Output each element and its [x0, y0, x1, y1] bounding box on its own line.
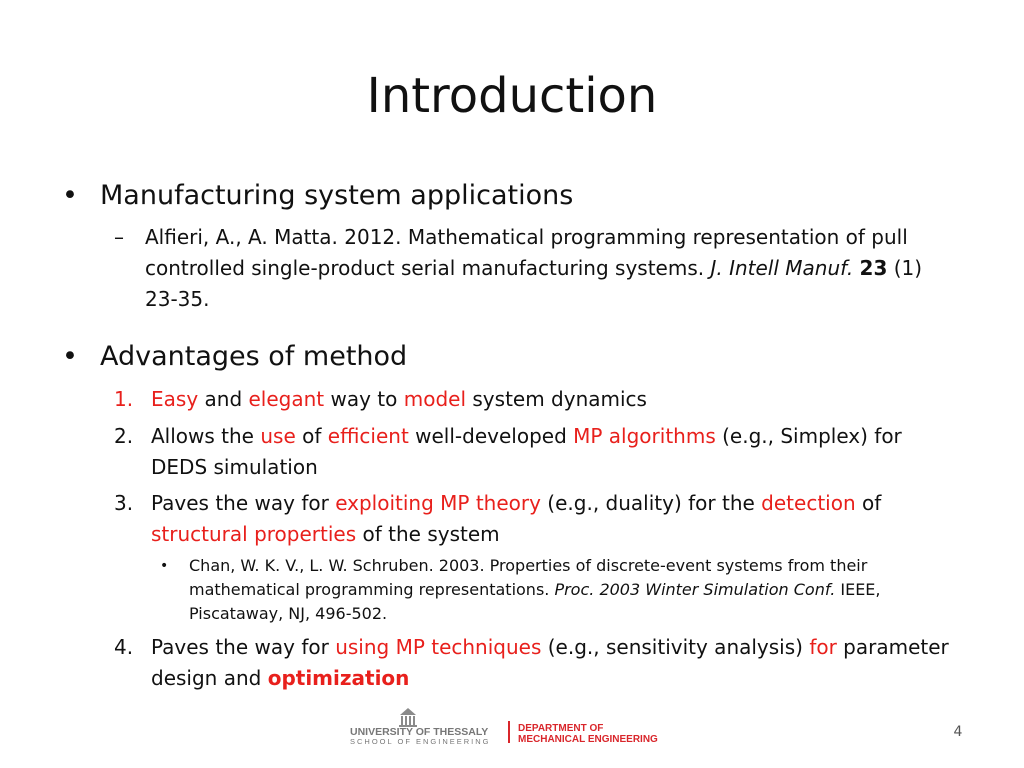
text-segment: of — [855, 491, 882, 515]
text-segment: (e.g., duality) for the — [540, 491, 762, 515]
slide-title: Introduction — [366, 68, 658, 124]
text-segment: well-developed — [408, 424, 574, 448]
item-text — [151, 632, 951, 694]
text-segment: (e.g., sensitivity analysis) — [541, 635, 810, 659]
text-segment: model — [403, 387, 467, 411]
reference-journal: J. Intell Manuf. — [710, 256, 854, 280]
bullet-label: Advantages of method — [100, 341, 408, 372]
item-text — [151, 384, 951, 415]
text-segment: Paves the way for — [151, 635, 336, 659]
text-segment: of the system — [356, 522, 500, 546]
reference-volume: 23 — [859, 256, 888, 280]
text-segment: Paves the way for — [151, 491, 336, 515]
university-name: UNIVERSITY OF THESSALY — [350, 726, 489, 738]
item-number: 2. — [114, 424, 134, 448]
sub-bullet-marker: • — [160, 558, 169, 574]
item-text — [151, 421, 951, 483]
reference-rest: IEEE, Piscataway, NJ, 496-502. — [189, 580, 881, 623]
text-segment: for — [809, 635, 837, 659]
item-number: 4. — [114, 635, 134, 659]
text-segment: and — [198, 387, 249, 411]
text-segment: (e.g., Simplex) for DEDS simulation — [151, 424, 902, 479]
department-line-2: MECHANICAL ENGINEERING — [518, 734, 658, 745]
text-segment: using MP techniques — [335, 635, 542, 659]
reference-authors: Chan, W. K. V., L. W. Schruben. 2003. Properties of discrete-event systems from their mathematical programming representations. — [189, 556, 868, 599]
dash-marker: – — [114, 225, 124, 249]
text-segment: Easy — [151, 387, 199, 411]
item-number: 1. — [114, 387, 134, 411]
reference-issue-pages: (1) 23-35. — [145, 256, 923, 311]
university-logo — [346, 706, 686, 746]
columns-emblem-icon — [399, 708, 417, 727]
text-segment: efficient — [327, 424, 409, 448]
reference-venue: Proc. 2003 Winter Simulation Conf. — [554, 580, 836, 599]
text-segment: exploiting MP theory — [335, 491, 541, 515]
text-segment: structural properties — [151, 522, 357, 546]
text-segment: optimization — [267, 666, 410, 690]
text-segment: detection — [761, 491, 856, 515]
text-segment: of — [295, 424, 328, 448]
bullet-marker: • — [62, 341, 78, 372]
text-segment: Allows the — [151, 424, 261, 448]
bullet-marker: • — [62, 180, 78, 211]
text-segment: elegant — [248, 387, 325, 411]
text-segment: way to — [324, 387, 404, 411]
school-name: SCHOOL OF ENGINEERING — [350, 737, 491, 746]
reference-text — [145, 222, 960, 315]
text-segment: MP algorithms — [573, 424, 716, 448]
department-line-1: DEPARTMENT OF — [518, 723, 604, 734]
page-number: 4 — [953, 724, 963, 740]
reference-text — [189, 554, 919, 626]
item-number: 3. — [114, 491, 134, 515]
text-segment: parameter design and — [151, 635, 949, 690]
text-segment: use — [260, 424, 296, 448]
footer-divider — [508, 721, 510, 743]
text-segment: system dynamics — [466, 387, 647, 411]
reference-authors: Alfieri, A., A. Matta. 2012. Mathematical programming representation of pull controlled single-product serial manufacturing systems. — [145, 225, 908, 280]
item-text — [151, 488, 951, 550]
bullet-label: Manufacturing system applications — [100, 180, 574, 211]
